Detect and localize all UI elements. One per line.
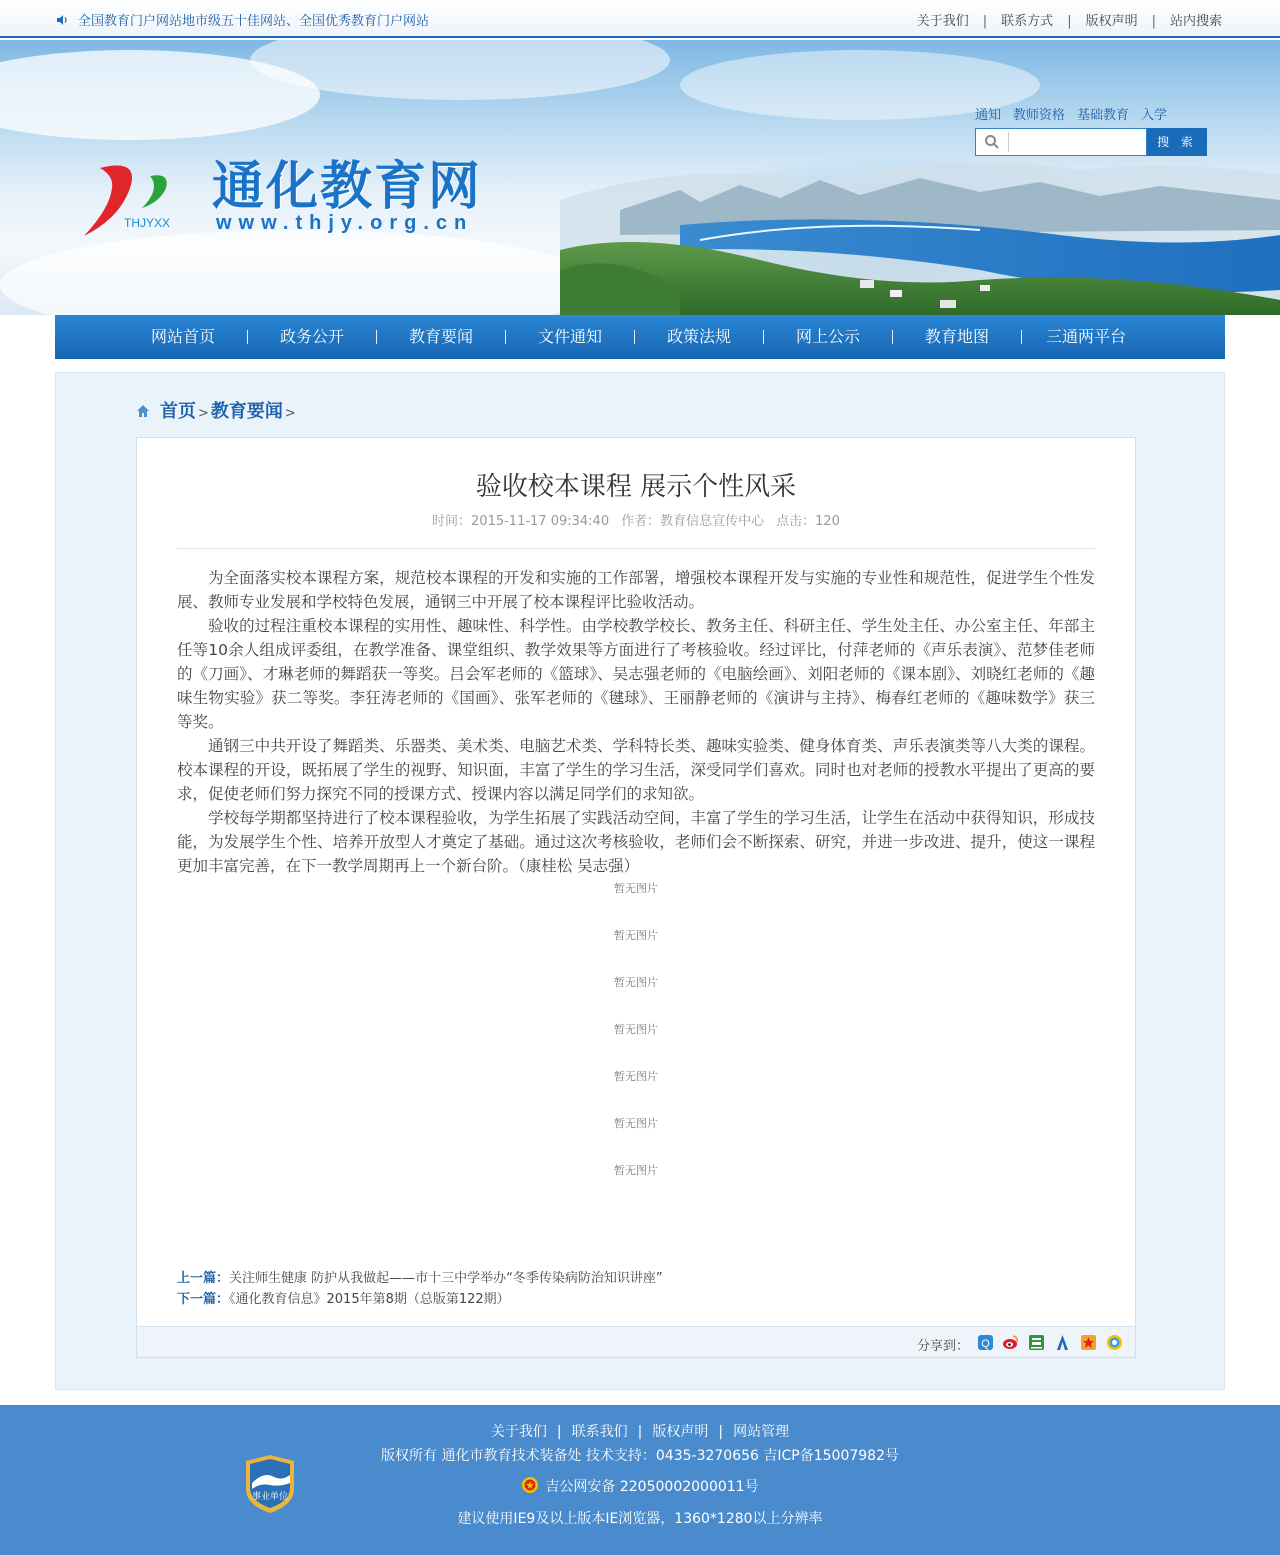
renren-icon[interactable] [1054, 1334, 1071, 1351]
footer-copyright: 版权所有 通化市教育技术装备处 技术支持：0435-3270656 吉ICP备15007982号 [381, 1448, 899, 1464]
prev-article-link[interactable]: 关注师生健康 防护从我做起——市十三中学举办“冬季传染病防治知识讲座” [229, 1271, 663, 1286]
nav-item-education-map[interactable]: 教育地图 [924, 327, 989, 346]
share-label: 分享到： [917, 1339, 970, 1354]
article-paragraph: 通钢三中共开设了舞蹈类、乐器类、美术类、电脑艺术类、学科特长类、趣味实验类、健身体育类、声乐表演类等八大类的课程。校本课程的开设，既拓展了学生的视野、知识面，丰富了学生的学习生活，深受同学们喜欢。同时也对老师的授教水平提出了更高的要求，促使老师们努力探究不同的授课方式、授课内容以满足同学们的求知欲。 [177, 737, 1095, 803]
breadcrumb-separator: > [284, 406, 296, 421]
no-image-placeholder: 暂无图片 [614, 1070, 658, 1083]
next-article [177, 1289, 663, 1310]
article-container [136, 437, 1136, 1358]
separator: | [982, 14, 988, 29]
site-slogan [56, 10, 429, 29]
footer-about-link[interactable]: 关于我们 [490, 1424, 547, 1440]
contact-link[interactable]: 联系方式 [1001, 14, 1054, 29]
no-image-placeholder: 暂无图片 [614, 882, 658, 895]
share-bar [137, 1326, 1135, 1357]
article-clicks: 点击：120 [776, 514, 840, 529]
breadcrumb [136, 397, 298, 421]
article-paragraph: 为全面落实校本课程方案，规范校本课程的开发和实施的工作部署，增强校本课程开发与实施的专业性和规范性，促进学生个性发展、教师专业发展和学校特色发展，通钢三中开展了校本课程评比验收活动。 [177, 569, 1095, 611]
svg-text:Q: Q [981, 1338, 990, 1350]
qzone-icon[interactable] [977, 1334, 994, 1351]
about-us-link[interactable]: 关于我们 [916, 14, 969, 29]
nav-item-home[interactable]: 网站首页 [150, 327, 215, 346]
nav-item-platform[interactable]: 三通两平台 [1045, 327, 1126, 346]
no-image-placeholder: 暂无图片 [614, 1117, 658, 1130]
footer-links [0, 1421, 1280, 1441]
article-time: 时间：2015-11-17 09:34:40 [432, 514, 610, 529]
next-article-link[interactable]: 《通化教育信息》2015年第8期（总版第122期） [229, 1292, 510, 1307]
hotword-link[interactable]: 通知 [975, 108, 1002, 123]
police-emblem-icon [521, 1476, 539, 1494]
main-navigation [55, 315, 1225, 359]
separator: | [718, 1424, 724, 1440]
badge-text: 事业单位 [251, 1492, 289, 1502]
speaker-icon [56, 14, 68, 26]
search-field-wrapper [975, 128, 1147, 156]
top-links [917, 10, 1222, 29]
breadcrumb-separator: > [198, 406, 209, 421]
article-meta [137, 510, 1135, 529]
separator: | [1067, 14, 1072, 29]
prev-article [177, 1268, 663, 1289]
footer-copyright-link[interactable]: 版权声明 [652, 1424, 709, 1440]
search-input[interactable] [1008, 132, 1142, 152]
article-body [177, 566, 1095, 878]
logo-abbreviation: THJYXX [124, 216, 171, 230]
weibo-icon[interactable] [1002, 1334, 1019, 1351]
tencent-icon[interactable] [1080, 1334, 1097, 1351]
article-paragraph: 学校每学期都坚持进行了校本课程验收，为学生拓展了实践活动空间，丰富了学生的学习生活，让学生在活动中获得知识，形成技能，为发展学生个性、培养开放型人才奠定了基础。通过这次考核验收，老师们会不断探索、研究，并进一步改进、提升，使这一课程更加丰富完善，在下一教学周期再上一个新台阶。（康桂松 吴志强） [177, 809, 1095, 875]
search-box [975, 128, 1207, 156]
site-search-link[interactable]: 站内搜索 [1169, 14, 1222, 29]
copyright-link[interactable]: 版权声明 [1085, 14, 1138, 29]
cloud-decoration [0, 230, 600, 315]
header-banner [0, 40, 1280, 315]
nav-item-policies[interactable]: 政策法规 [666, 327, 731, 346]
breadcrumb-home-link[interactable]: 首页 [160, 401, 196, 422]
article-paragraph: 验收的过程注重校本课程的实用性、趣味性、科学性。由学校教学校长、教务主任、科研主任、学生处主任、办公室主任、年部主任等10余人组成评委组，在教学准备、课堂组织、教学效果等方面进行了考核验收。经过评比，付萍老师的《声乐表演》、范梦佳老师的《刀画》、才琳老师的舞蹈获一等奖。吕会军老师的《篮球》、吴志强老师的《电脑绘画》、刘阳老师的《课本剧》、刘晓红老师的《趣味生物实验》获二等奖。李狂涛老师的《国画》、张军老师的《毽球》、王丽静老师的《演讲与主持》、梅春红老师的《趣味数学》获三等奖。 [177, 617, 1095, 731]
prev-next-links [177, 1268, 663, 1310]
hotword-link[interactable]: 基础教育 [1077, 108, 1130, 123]
breadcrumb-section-link[interactable]: 教育要闻 [210, 401, 283, 422]
footer-police-record [0, 1476, 1280, 1496]
kaixin-icon[interactable] [1106, 1334, 1123, 1351]
no-image-placeholder: 暂无图片 [614, 1023, 658, 1036]
hot-keywords [975, 104, 1179, 123]
site-url: www.thjy.org.cn [216, 212, 474, 234]
footer-browser-note: 建议使用IE9及以上版本IE浏览器，1360*1280以上分辨率 [457, 1511, 823, 1527]
separator: | [1151, 14, 1156, 29]
content-panel [55, 372, 1225, 1390]
nav-item-government[interactable]: 政务公开 [279, 327, 344, 346]
footer-admin-link[interactable]: 网站管理 [733, 1424, 790, 1440]
douban-icon[interactable] [1028, 1334, 1045, 1351]
search-button[interactable]: 搜 索 [1147, 128, 1207, 156]
footer-contact-link[interactable]: 联系我们 [571, 1424, 628, 1440]
next-label: 下一篇： [177, 1292, 230, 1307]
article-title: 验收校本课程 展示个性风采 [475, 472, 797, 502]
hotword-link[interactable]: 教师资格 [1013, 108, 1066, 123]
prev-label: 上一篇： [177, 1271, 230, 1286]
separator: | [556, 1424, 562, 1440]
search-icon [984, 134, 1000, 150]
top-bar [0, 0, 1280, 38]
site-name: 通化教育网 [212, 157, 483, 217]
home-icon [136, 404, 150, 418]
nav-item-announcements[interactable]: 网上公示 [795, 327, 860, 346]
separator: | [637, 1424, 643, 1440]
hotword-link[interactable]: 入学 [1141, 108, 1168, 123]
nav-item-notices[interactable]: 文件通知 [537, 327, 602, 346]
nav-item-education-news[interactable]: 教育要闻 [408, 327, 473, 346]
no-image-placeholder: 暂无图片 [614, 1164, 658, 1177]
no-image-placeholder: 暂无图片 [614, 976, 658, 989]
no-image-placeholder: 暂无图片 [614, 929, 658, 942]
city-landscape-image [560, 140, 1280, 315]
slogan-text: 全国教育门户网站地市级五十佳网站、全国优秀教育门户网站 [78, 14, 430, 29]
article-author: 作者：教育信息宣传中心 [621, 514, 765, 529]
divider [177, 548, 1095, 549]
footer [0, 1405, 1280, 1555]
police-record-link[interactable]: 吉公网安备 22050002000011号 [545, 1479, 759, 1495]
